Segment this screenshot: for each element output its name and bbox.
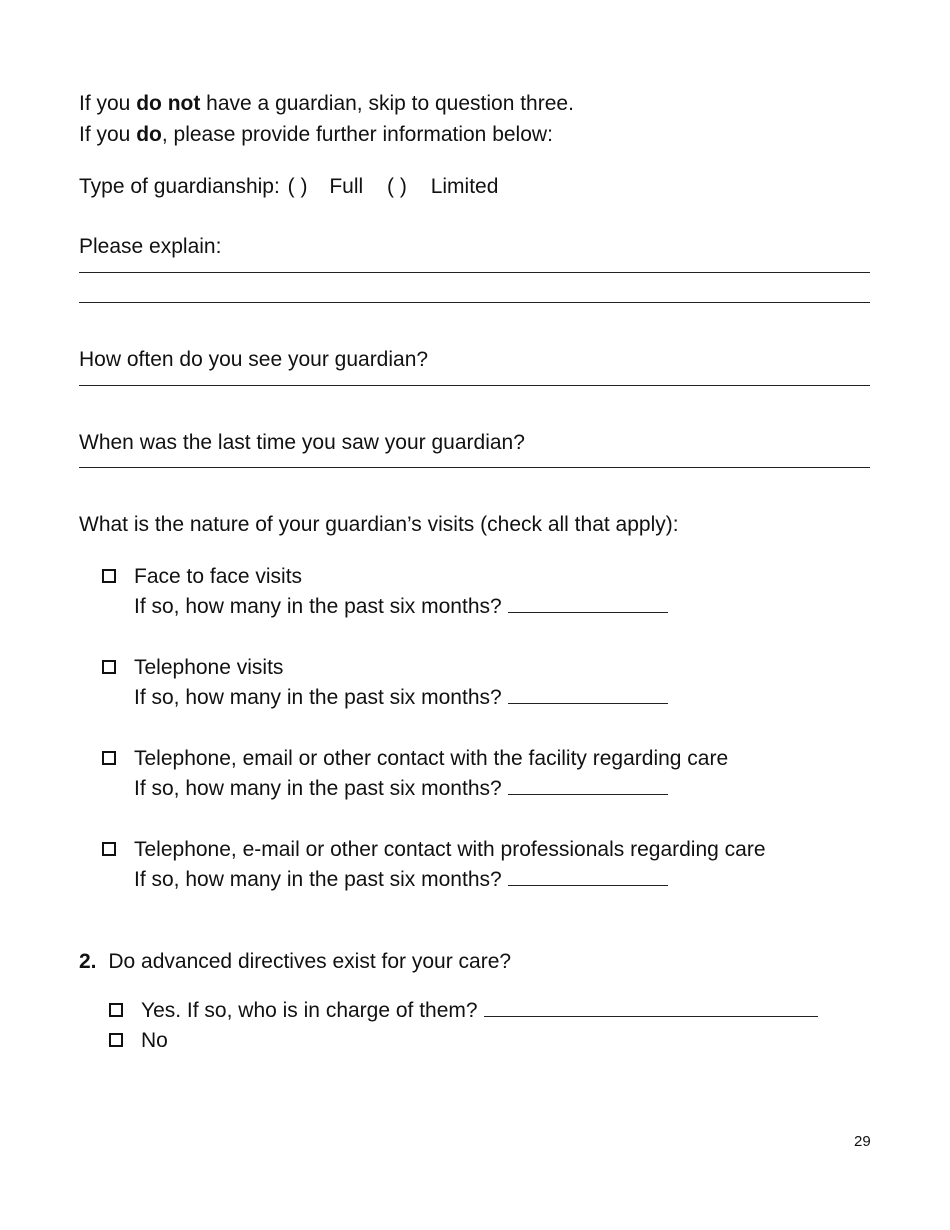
visit-count-blank[interactable] (508, 776, 668, 795)
yes-checkbox[interactable] (109, 1003, 123, 1017)
guardianship-type-row (79, 174, 498, 200)
visit-item-professionals-contact: Telephone, e-mail or other contact with professionals regarding care (134, 838, 766, 861)
professionals-contact-checkbox[interactable] (102, 842, 116, 856)
limited-choice-parens[interactable]: ( ) (387, 175, 407, 198)
visit-item-telephone: Telephone visits (134, 656, 284, 679)
how-often-question: How often do you see your guardian? (79, 348, 429, 371)
face-to-face-checkbox[interactable] (102, 569, 116, 583)
intro-line-2: If you do, please provide further information below: (79, 123, 553, 146)
please-explain-label: Please explain: (79, 235, 222, 258)
option-full: Full (329, 175, 364, 198)
question-number: 2. (79, 950, 97, 973)
explain-line-1[interactable] (79, 272, 870, 273)
visit-item-facility-contact: Telephone, email or other contact with the facility regarding care (134, 747, 729, 770)
question-2-text: Do advanced directives exist for your care? (108, 950, 512, 973)
no-label: No (141, 1029, 168, 1052)
yes-label: Yes. If so, who is in charge of them? (141, 999, 478, 1022)
telephone-visits-checkbox[interactable] (102, 660, 116, 674)
explain-line-2[interactable] (79, 302, 870, 303)
visit-count-row: If so, how many in the past six months? (134, 867, 668, 893)
page-number: 29 (854, 1133, 871, 1150)
no-checkbox[interactable] (109, 1033, 123, 1047)
visit-count-row: If so, how many in the past six months? (134, 776, 668, 802)
option-limited: Limited (430, 175, 499, 198)
visits-question: What is the nature of your guardian’s visits (check all that apply): (79, 513, 679, 536)
full-choice-parens[interactable]: ( ) (287, 175, 308, 198)
visit-count-blank[interactable] (508, 867, 668, 886)
intro-line-1: If you do not have a guardian, skip to question three. (79, 92, 574, 115)
visit-count-row: If so, how many in the past six months? (134, 594, 668, 620)
last-time-answer-line[interactable] (79, 467, 870, 468)
question-2 (79, 949, 511, 975)
visit-count-blank[interactable] (508, 594, 668, 613)
yes-row (141, 998, 818, 1024)
guardianship-label: Type of guardianship: (79, 175, 280, 198)
how-often-answer-line[interactable] (79, 385, 870, 386)
in-charge-blank[interactable] (484, 998, 818, 1017)
visit-count-row: If so, how many in the past six months? (134, 685, 668, 711)
visit-item-face-to-face: Face to face visits (134, 565, 303, 588)
last-time-question: When was the last time you saw your guardian? (79, 431, 525, 454)
facility-contact-checkbox[interactable] (102, 751, 116, 765)
visit-count-blank[interactable] (508, 685, 668, 704)
